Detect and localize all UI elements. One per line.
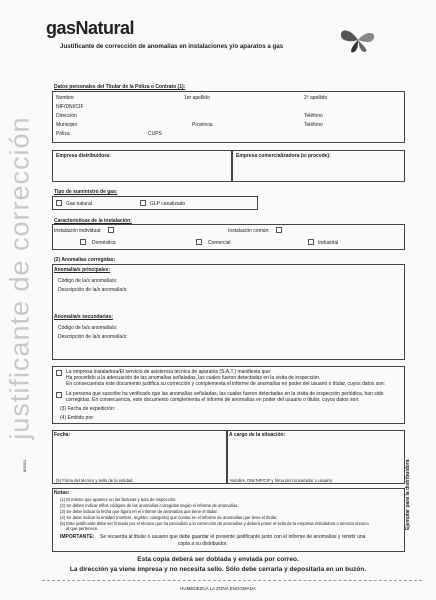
label-comercial: Comercial	[208, 240, 231, 246]
opcion2-line1: La persona que suscribe ha verificado que las anomalías señaladas, las cuales fueron detectadas en la visita de inspección periódica, han sido	[66, 391, 384, 397]
label-telefono2: Teléfono	[304, 122, 323, 128]
importante-line2: copia a su distribuidor.	[178, 541, 228, 547]
page-title: Justificante de corrección de anomalías en instalaciones y/o aparatos a gas	[60, 43, 284, 50]
label-emitido-por: (4) Emitido por:	[60, 415, 95, 421]
form-code: 8/2001	[22, 459, 27, 472]
nota-5b: al que pertenece.	[66, 526, 99, 531]
nota-2: (2) Se deben indicar el/los código/s de las anomalías corregidas según el informe de anomalías.	[60, 503, 239, 508]
footer-line1: Esta copia deberá ser doblada y enviada por correo.	[137, 556, 299, 563]
label-codigo1: Código de la/s anomalía/s:	[58, 278, 118, 284]
label-provincia: Provincia	[192, 122, 213, 128]
opcion2-checkbox[interactable]	[56, 392, 62, 398]
label-poliza: Póliza	[56, 131, 70, 137]
individual-checkbox[interactable]	[108, 227, 114, 233]
label-domestica: Doméstica	[92, 240, 116, 246]
importante-label: IMPORTANTE:	[60, 534, 95, 540]
label-codigo2: Código de la/s anomalía/s:	[58, 325, 118, 331]
comun-checkbox[interactable]	[276, 227, 282, 233]
glp-checkbox[interactable]	[140, 200, 146, 206]
opcion1-line3: En consecuencia este documento justifica su corrección y complementa el informe de anomalías en poder del usuario o titular, cuyos datos son:	[66, 381, 386, 387]
label-distribuidora: Empresa distribuidora:	[56, 153, 111, 159]
comercial-checkbox[interactable]	[196, 239, 202, 245]
instalacion-heading: Características de la instalación:	[54, 218, 132, 224]
label-gas-natural: Gas natural	[66, 201, 92, 207]
label-nif: NIF/DNI/CIF	[56, 104, 84, 110]
nota-4: (4) Se debe indicar la entidad (nombre, registro, categoría) que consta en el informe de anomalías que tiene el titular.	[60, 515, 278, 520]
opcion2-line2: corregidas. En consecuencia, este documento complementa el informe de anomalías en poder del usuario o titular, cuyos datos son:	[66, 397, 360, 403]
side-right-label: Ejemplar para la distribuidora	[405, 459, 411, 530]
anomalias-heading: (2) Anomalías corregidas:	[54, 257, 116, 263]
label-principales: Anomalía/s principales:	[54, 267, 111, 273]
side-watermark-text: justificante de corrección	[4, 116, 35, 440]
nota-1: (1) El mismo que aparece en las facturas y acta de inspección.	[60, 497, 177, 502]
label-individual: Instalación individual:	[54, 228, 102, 234]
label-municipio: Municipio	[56, 122, 78, 128]
opcion1-line2: Ha procedido a la adecuación de las anomalías señaladas, las cuales fueron detectadas en la visita de inspección.	[66, 375, 321, 381]
label-fecha-expedicion: (3) Fecha de expedición:	[60, 406, 116, 412]
domestica-checkbox[interactable]	[80, 239, 86, 245]
label-cups: CUPS	[148, 131, 162, 137]
personal-heading: Datos personales del Titular de la Póliza o Contrato (1):	[54, 84, 186, 90]
fecha-firma-box[interactable]	[52, 430, 227, 484]
butterfly-icon	[338, 24, 378, 56]
label-nombre: Nombre	[56, 95, 74, 101]
notas-heading: Notas:	[54, 490, 70, 496]
label-industrial: Industrial	[318, 240, 339, 246]
opcion1-checkbox[interactable]	[56, 370, 62, 376]
label-secundarias: Anomalía/s secundarias:	[54, 314, 113, 320]
label-fecha: Fecha:	[54, 432, 71, 438]
label-apellido1: 1er apellido	[184, 95, 210, 101]
label-descripcion1: Descripción de la/s anomalía/s:	[58, 287, 128, 293]
label-apellido2: 2º apellido	[304, 95, 328, 101]
opcion1-line1: La empresa instaladora/El servicio de asistencia técnica de aparatos (S.A.T.) manifiesta que:	[66, 369, 272, 375]
importante-line1: Se recuerda al titular o usuario que debe guardar el presente justificante junto con el informe de anomalías y remitir una	[100, 534, 366, 540]
footer-line2: La dirección ya viene impresa y no necesita sello. Sólo debe cerrarla y depositarla en un buzón.	[69, 566, 367, 573]
nota-3: (3) Se debe indicar la fecha que figura en el informe de anomalías que tiene el titular.	[60, 509, 218, 514]
personal-data-box	[52, 91, 405, 143]
label-telefono1: Teléfono	[304, 113, 323, 119]
suministro-heading: Tipo de suministro de gas:	[54, 189, 118, 195]
label-firma-consumidor: Nombre, DNI/NIF/CIF y firma del consumidor o usuario.	[230, 478, 334, 483]
fold-line	[42, 580, 422, 581]
label-firma-tecnico: (5) Firma del técnico y sello de la entidad.	[56, 478, 134, 483]
brand-logo-text: gasNatural	[46, 18, 135, 38]
label-comun: Instalación común:	[228, 228, 270, 234]
label-direccion: Dirección	[56, 113, 77, 119]
label-descripcion2: Descripción de la/s anomalía/s:	[58, 334, 128, 340]
industrial-checkbox[interactable]	[308, 239, 314, 245]
label-glp: GLP canalizado	[150, 201, 186, 207]
cargo-firma-box[interactable]	[227, 430, 405, 484]
label-cargo: A cargo de la situación:	[229, 432, 286, 438]
footer-line3: HUMEDEZCA LA ZONA ENGOMADA	[180, 586, 256, 591]
label-comercializadora: Empresa comercializadora (si procede):	[236, 153, 331, 159]
gas-natural-checkbox[interactable]	[56, 200, 62, 206]
nota-5a: (5) Este justificante debe ser firmado por el técnico que ha procedido a la corrección de anomalías y deberá poner el sello de la empresa instaladora o servicio técnico	[60, 521, 369, 526]
